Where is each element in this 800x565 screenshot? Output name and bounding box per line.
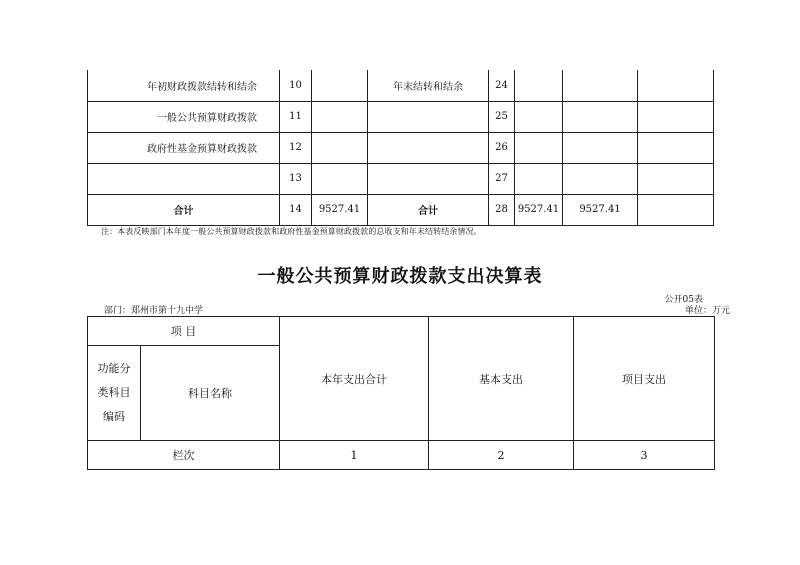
item-header: 项 目 xyxy=(88,317,280,346)
value-cell xyxy=(515,132,563,163)
value-cell xyxy=(638,132,714,163)
col-header-project: 项目支出 xyxy=(574,317,715,441)
row-number: 12 xyxy=(280,132,312,163)
row-label: 一般公共预算财政拨款 xyxy=(88,101,280,132)
header-row xyxy=(88,317,715,346)
value-cell xyxy=(312,132,368,163)
column-number: 3 xyxy=(574,441,715,470)
category-code-header xyxy=(88,346,141,441)
total-label: 合计 xyxy=(368,194,489,225)
row-label: 年末结转和结余 xyxy=(368,70,489,101)
row-label xyxy=(368,101,489,132)
value-cell xyxy=(312,70,368,101)
value-cell xyxy=(638,101,714,132)
row-number: 11 xyxy=(280,101,312,132)
row-number: 28 xyxy=(489,194,515,225)
col-header-total: 本年支出合计 xyxy=(280,317,429,441)
total-label: 合计 xyxy=(88,194,280,225)
value-cell xyxy=(312,163,368,194)
table-row xyxy=(88,132,714,163)
value-cell xyxy=(638,163,714,194)
value-cell xyxy=(638,70,714,101)
column-number: 2 xyxy=(429,441,574,470)
total-value: 9527.41 xyxy=(515,194,563,225)
category-code-line: 类科目 xyxy=(97,386,131,399)
row-label: 年初财政拨款结转和结余 xyxy=(88,70,280,101)
expenditure-table xyxy=(87,316,715,470)
table-row xyxy=(88,163,714,194)
value-cell xyxy=(515,101,563,132)
subject-name-header: 科目名称 xyxy=(141,346,280,441)
upper-table xyxy=(87,70,714,226)
col-header-basic: 基本支出 xyxy=(429,317,574,441)
row-number: 26 xyxy=(489,132,515,163)
form-code: 公开05表 xyxy=(664,295,703,305)
value-cell xyxy=(563,132,638,163)
category-code-line: 编码 xyxy=(103,410,125,423)
total-value: 9527.41 xyxy=(312,194,368,225)
column-number: 1 xyxy=(280,441,429,470)
row-label xyxy=(368,132,489,163)
column-number-row xyxy=(88,441,715,470)
value-cell xyxy=(515,163,563,194)
total-value: 9527.41 xyxy=(563,194,638,225)
row-label xyxy=(88,163,280,194)
table-row xyxy=(88,70,714,101)
value-cell xyxy=(312,101,368,132)
row-label: 政府性基金预算财政拨款 xyxy=(88,132,280,163)
category-code-line: 功能分 xyxy=(97,362,131,375)
table-row xyxy=(88,101,714,132)
value-cell xyxy=(515,70,563,101)
row-number: 25 xyxy=(489,101,515,132)
table-row-total xyxy=(88,194,714,225)
row-label: 栏次 xyxy=(88,441,280,470)
row-number: 24 xyxy=(489,70,515,101)
department-label: 部门：郑州市第十九中学 xyxy=(104,306,204,316)
row-number: 27 xyxy=(489,163,515,194)
row-number: 10 xyxy=(280,70,312,101)
table-note: 注：本表反映部门本年度一般公共预算财政拨款和政府性基金预算财政拨款的总收支和年末结转结余情况。 xyxy=(101,227,482,236)
value-cell xyxy=(563,101,638,132)
value-cell xyxy=(638,194,714,225)
page-title: 一般公共预算财政拨款支出决算表 xyxy=(257,266,543,287)
unit-label: 单位：万元 xyxy=(684,306,730,316)
value-cell xyxy=(563,163,638,194)
row-number: 14 xyxy=(280,194,312,225)
value-cell xyxy=(563,70,638,101)
row-label xyxy=(368,163,489,194)
row-number: 13 xyxy=(280,163,312,194)
